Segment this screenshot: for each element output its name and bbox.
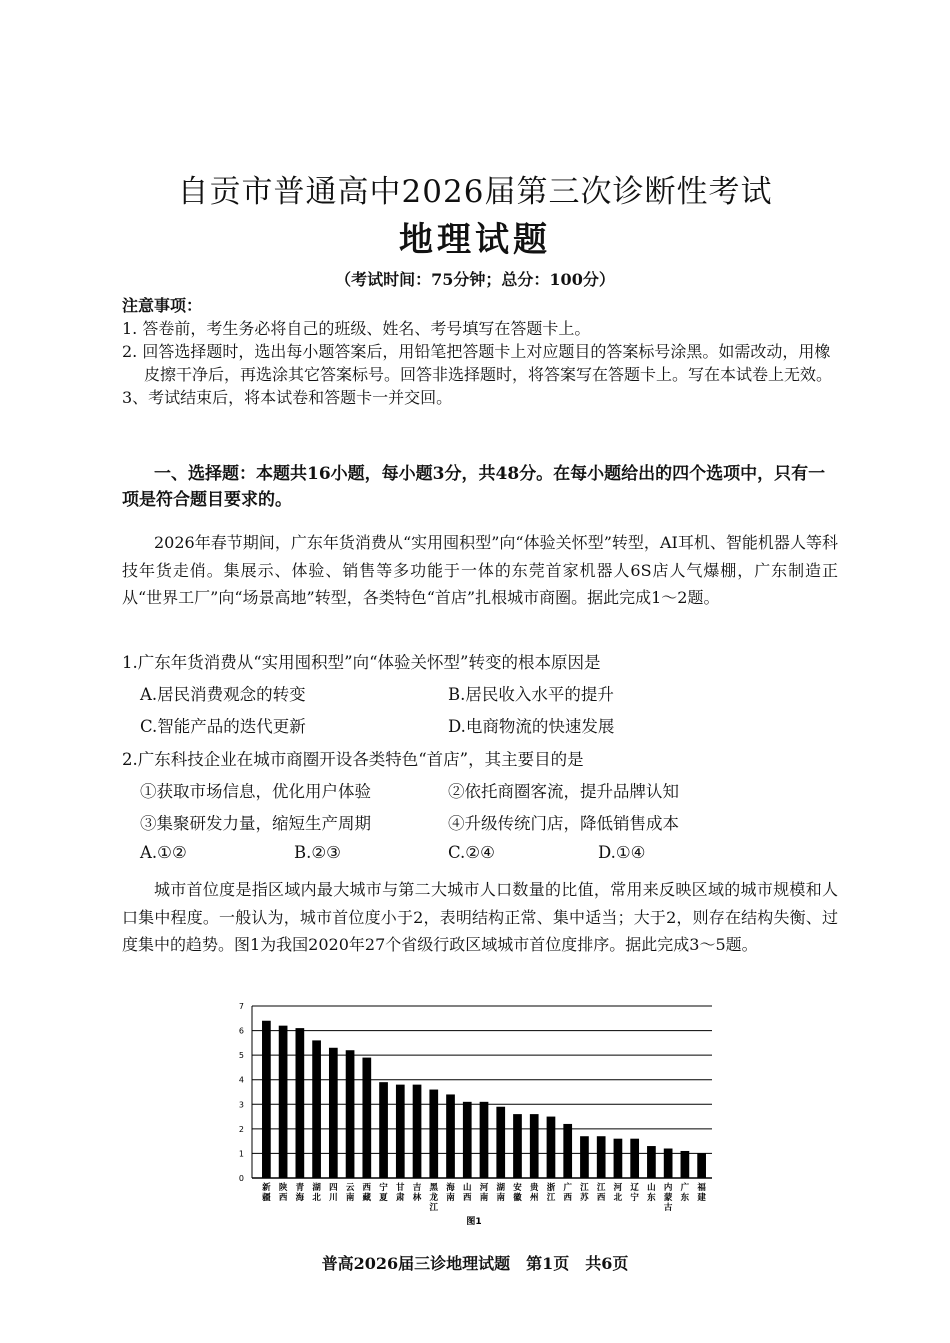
y-tick-label: 5 xyxy=(238,1051,244,1061)
q1-option-d: D.电商物流的快速发展 xyxy=(448,717,615,736)
q2-option-a: A.①② xyxy=(140,843,187,862)
x-tick-label: 内蒙古 xyxy=(663,1183,673,1213)
y-tick-label: 3 xyxy=(238,1100,244,1110)
bar xyxy=(530,1114,539,1178)
x-tick-label: 山东 xyxy=(647,1183,656,1203)
x-tick-label: 云南 xyxy=(345,1183,355,1203)
exam-title: 自贡市普通高中2026届第三次诊断性考试 xyxy=(177,174,773,210)
bar xyxy=(446,1094,455,1178)
x-tick-label: 青海 xyxy=(295,1183,305,1203)
notes-title: 注意事项： xyxy=(122,296,203,315)
passage-2: 城市首位度是指区域内最大城市与第二大城市人口数量的比值，常用来反映区域的城市规模和人口集中程度。一般认为，城市首位度小于2，表明结构正常、集中适当；大于2，则存在结构失衡、过度集中的趋势。图1为我国2020年27个省级行政区域城市首位度排序。据此完成3～5题。 xyxy=(122,880,838,954)
x-tick-label: 江西 xyxy=(596,1183,606,1203)
x-tick-label: 福建 xyxy=(697,1183,706,1203)
q1-option-b: B.居民收入水平的提升 xyxy=(448,685,614,704)
note-item-3: 3、考试结束后，将本试卷和答题卡一并交回。 xyxy=(122,388,453,407)
bar xyxy=(379,1082,388,1178)
y-tick-label: 2 xyxy=(238,1124,244,1134)
x-tick-label: 江苏 xyxy=(580,1183,589,1203)
q2-option-d: D.①④ xyxy=(598,843,646,862)
x-tick-label: 宁夏 xyxy=(379,1183,388,1203)
x-tick-label: 辽宁 xyxy=(630,1183,639,1203)
y-tick-label: 4 xyxy=(238,1075,244,1085)
q2-statement-4: ④升级传统门店，降低销售成本 xyxy=(448,814,679,833)
q2-option-b: B.②③ xyxy=(294,843,341,862)
q2-statement-3: ③集聚研发力量，缩短生产周期 xyxy=(140,814,371,833)
bar xyxy=(681,1151,690,1178)
x-tick-label: 广西 xyxy=(563,1183,572,1203)
bar xyxy=(463,1102,472,1178)
bar xyxy=(346,1050,355,1178)
exam-info: （考试时间：75分钟；总分：100分） xyxy=(335,270,615,289)
bar xyxy=(295,1028,304,1178)
passage-1: 2026年春节期间，广东年货消费从“实用囤积型”向“体验关怀型”转型，AI耳机、智能机器人等科技年货走俏。集展示、体验、销售等多功能于一体的东莞首家机器人6S店人气爆棚，广东制造正从“世界工厂”向“场景高地”转型，各类特色“首店”扎根城市商圈。据此完成1～2题。 xyxy=(122,533,838,607)
bar xyxy=(597,1136,606,1178)
x-tick-label: 湖南 xyxy=(496,1183,505,1203)
x-tick-label: 山西 xyxy=(463,1183,472,1203)
city-primacy-bar-chart xyxy=(212,998,732,1230)
y-tick-label: 7 xyxy=(238,1002,244,1011)
bar xyxy=(262,1021,271,1178)
x-tick-label: 河南 xyxy=(479,1183,489,1203)
q2-option-c: C.②④ xyxy=(448,843,495,862)
bar xyxy=(362,1058,371,1178)
notes-block xyxy=(122,294,842,409)
x-tick-label: 西藏 xyxy=(362,1183,372,1203)
bar xyxy=(647,1146,656,1178)
question-2-stem: 2.广东科技企业在城市商圈开设各类特色“首店”，其主要目的是 xyxy=(122,750,584,769)
y-tick-label: 0 xyxy=(238,1174,244,1183)
bar xyxy=(697,1153,706,1178)
bar xyxy=(664,1149,673,1178)
bar xyxy=(513,1114,522,1178)
bar xyxy=(563,1124,572,1178)
q2-statement-1: ①获取市场信息，优化用户体验 xyxy=(140,782,371,801)
x-tick-label: 安徽 xyxy=(513,1183,522,1203)
q1-option-a: A.居民消费观念的转变 xyxy=(140,685,306,704)
y-tick-label: 1 xyxy=(238,1149,244,1159)
bar xyxy=(413,1085,422,1178)
bar xyxy=(312,1040,321,1178)
q2-statement-2: ②依托商圈客流，提升品牌认知 xyxy=(448,782,679,801)
bar xyxy=(614,1139,623,1178)
note-item-1: 1. 答卷前，考生务必将自己的班级、姓名、考号填写在答题卡上。 xyxy=(122,319,591,338)
x-tick-label: 四川 xyxy=(329,1183,338,1203)
x-tick-label: 黑龙江 xyxy=(429,1183,439,1213)
note-item-2: 2. 回答选择题时，选出每小题答案后，用铅笔把答题卡上对应题目的答案标号涂黑。如需改动，用橡皮擦干净后，再选涂其它答案标号。回答非选择题时，将答案写在答题卡上。写在本试卷上无效。 xyxy=(122,342,833,384)
page-footer: 普高2026届三诊地理试题 第1页 共6页 xyxy=(321,1254,629,1273)
section-heading-text: 一、选择题：本题共16小题，每小题3分，共48分。在每小题给出的四个选项中，只有一项是符合题目要求的。 xyxy=(122,464,826,510)
bar xyxy=(496,1107,505,1178)
subject-title: 地理试题 xyxy=(399,220,551,260)
x-tick-label: 广东 xyxy=(680,1183,690,1203)
bar xyxy=(480,1102,489,1178)
x-tick-label: 甘肃 xyxy=(396,1183,405,1203)
x-tick-label: 浙江 xyxy=(546,1183,556,1203)
bar xyxy=(396,1085,405,1178)
x-tick-label: 贵州 xyxy=(529,1183,539,1203)
bar xyxy=(580,1136,589,1178)
section-heading xyxy=(122,461,842,513)
x-tick-label: 新疆 xyxy=(262,1183,271,1203)
x-tick-label: 吉林 xyxy=(412,1183,422,1203)
bar xyxy=(429,1090,438,1178)
bar xyxy=(279,1026,288,1178)
bar xyxy=(547,1117,556,1178)
chart-caption: 图1 xyxy=(466,1217,482,1227)
q1-option-c: C.智能产品的迭代更新 xyxy=(140,717,306,736)
bar xyxy=(329,1048,338,1178)
x-tick-label: 陕西 xyxy=(278,1183,288,1203)
x-tick-label: 河北 xyxy=(613,1183,623,1203)
x-tick-label: 湖北 xyxy=(312,1183,321,1203)
x-tick-label: 海南 xyxy=(446,1183,455,1203)
question-1-stem: 1.广东年货消费从“实用囤积型”向“体验关怀型”转变的根本原因是 xyxy=(122,653,601,672)
y-tick-label: 6 xyxy=(238,1026,244,1036)
bar xyxy=(630,1139,639,1178)
